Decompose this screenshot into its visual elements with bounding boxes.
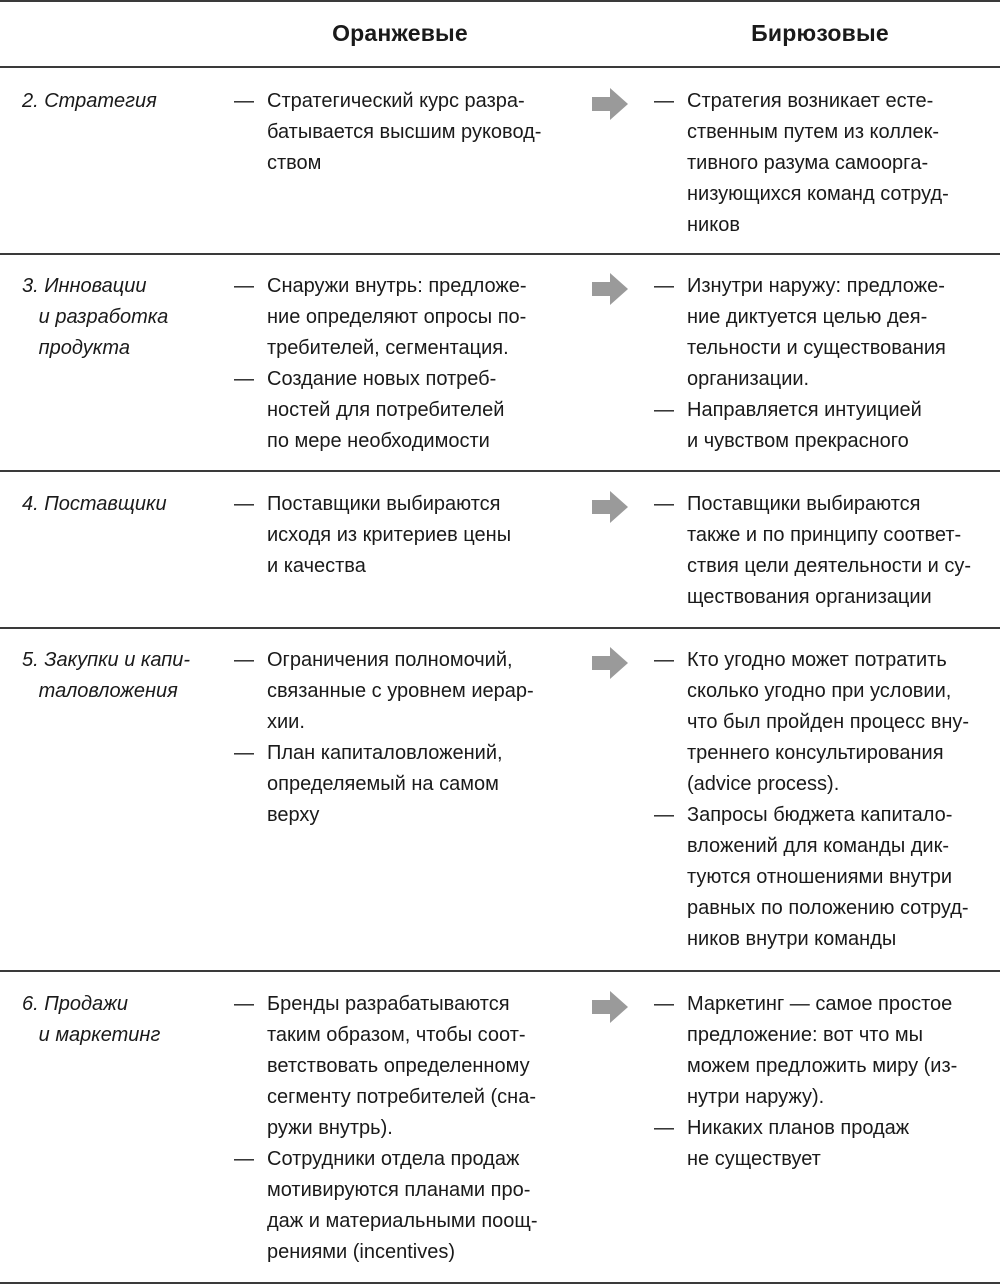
text-line: низующихся команд сотруд- bbox=[687, 183, 949, 205]
list-item bbox=[654, 1113, 994, 1175]
dash-bullet: — bbox=[654, 275, 674, 297]
row-title-line: и разработка bbox=[22, 306, 169, 328]
text-line: Поставщики выбираются bbox=[687, 493, 921, 515]
text-line: ние определяют опросы по- bbox=[267, 306, 527, 328]
text-line: равных по положению сотруд- bbox=[687, 897, 969, 919]
orange-cell bbox=[234, 86, 564, 179]
text-line: верху bbox=[267, 804, 320, 826]
row-rule bbox=[0, 470, 1000, 472]
dash-bullet: — bbox=[234, 742, 254, 764]
text-line: связанные с уровнем иерар- bbox=[267, 680, 534, 702]
text-line: Создание новых потреб- bbox=[267, 368, 497, 390]
text-line: ственным путем из коллек- bbox=[687, 121, 940, 143]
dash-bullet: — bbox=[234, 275, 254, 297]
text-line: Никаких планов продаж bbox=[687, 1117, 910, 1139]
text-line: сегменту потребителей (сна- bbox=[267, 1086, 537, 1108]
text-line: также и по принципу соответ- bbox=[687, 524, 962, 546]
text-line: ружи внутрь). bbox=[267, 1117, 393, 1139]
row-title-line: 6. Продажи bbox=[22, 993, 129, 1015]
text-line: Сотрудники отдела продаж bbox=[267, 1148, 520, 1170]
teal-cell bbox=[654, 645, 994, 955]
list-item bbox=[234, 271, 564, 364]
text-line: сколько угодно при условии, bbox=[687, 680, 952, 702]
column-header-teal: Бирюзовые bbox=[751, 20, 889, 46]
row-title-line: 2. Стратегия bbox=[22, 90, 157, 112]
row-rule bbox=[0, 253, 1000, 255]
column-header-orange: Оранжевые bbox=[332, 20, 468, 46]
text-line: Поставщики выбираются bbox=[267, 493, 501, 515]
row-title-line: и маркетинг bbox=[22, 1024, 161, 1046]
text-line: не существует bbox=[687, 1148, 821, 1170]
text-line: исходя из критериев цены bbox=[267, 524, 512, 546]
dash-bullet: — bbox=[234, 493, 254, 515]
row-title-line: таловложения bbox=[22, 680, 178, 702]
text-line: (advice process). bbox=[687, 773, 840, 795]
text-line: План капиталовложений, bbox=[267, 742, 503, 764]
row-title-line: 4. Поставщики bbox=[22, 493, 167, 515]
text-line: нутри наружу). bbox=[687, 1086, 825, 1108]
right-arrow-icon bbox=[590, 87, 630, 121]
text-line: по мере необходимости bbox=[267, 430, 490, 452]
dash-bullet: — bbox=[234, 649, 254, 671]
right-arrow-icon bbox=[590, 646, 630, 680]
text-line: вложений для команды дик- bbox=[687, 835, 950, 857]
text-line: батывается высшим руковод- bbox=[267, 121, 542, 143]
text-line: Ограничения полномочий, bbox=[267, 649, 513, 671]
teal-cell bbox=[654, 86, 994, 241]
dash-bullet: — bbox=[234, 1148, 254, 1170]
text-line: и чувством прекрасного bbox=[687, 430, 909, 452]
text-line: ностей для потребителей bbox=[267, 399, 505, 421]
orange-cell bbox=[234, 271, 564, 457]
row-title bbox=[22, 989, 212, 1051]
row-rule bbox=[0, 627, 1000, 629]
list-item bbox=[234, 1144, 564, 1268]
text-line: ством bbox=[267, 152, 322, 174]
teal-cell bbox=[654, 489, 994, 613]
row-title-line: продукта bbox=[22, 337, 130, 359]
text-line: Маркетинг — самое простое bbox=[687, 993, 953, 1015]
orange-cell bbox=[234, 645, 564, 831]
list-item bbox=[234, 989, 564, 1144]
row-title-line: 5. Закупки и капи- bbox=[22, 649, 191, 671]
list-item bbox=[234, 364, 564, 457]
dash-bullet: — bbox=[654, 90, 674, 112]
table-bottom-rule bbox=[0, 1282, 1000, 1284]
list-item bbox=[234, 489, 564, 582]
text-line: тельности и существования bbox=[687, 337, 946, 359]
list-item bbox=[654, 645, 994, 800]
dash-bullet: — bbox=[234, 90, 254, 112]
dash-bullet: — bbox=[234, 993, 254, 1015]
list-item bbox=[654, 271, 994, 395]
text-line: Стратегический курс разра- bbox=[267, 90, 525, 112]
text-line: Запросы бюджета капитало- bbox=[687, 804, 953, 826]
dash-bullet: — bbox=[654, 993, 674, 1015]
list-item bbox=[654, 800, 994, 955]
row-title bbox=[22, 489, 212, 520]
dash-bullet: — bbox=[654, 399, 674, 421]
row-rule bbox=[0, 970, 1000, 972]
list-item bbox=[654, 489, 994, 613]
text-line: таким образом, чтобы соот- bbox=[267, 1024, 526, 1046]
row-title bbox=[22, 271, 212, 364]
text-line: Кто угодно может потратить bbox=[687, 649, 947, 671]
dash-bullet: — bbox=[654, 804, 674, 826]
text-line: и качества bbox=[267, 555, 366, 577]
row-title bbox=[22, 86, 212, 117]
text-line: ветствовать определенному bbox=[267, 1055, 530, 1077]
dash-bullet: — bbox=[654, 493, 674, 515]
row-title-line: 3. Инновации bbox=[22, 275, 147, 297]
text-line: Стратегия возникает есте- bbox=[687, 90, 934, 112]
right-arrow-icon bbox=[590, 272, 630, 306]
table-top-rule bbox=[0, 0, 1000, 2]
text-line: тивного разума самооргa- bbox=[687, 152, 929, 174]
text-line: требителей, сегментация. bbox=[267, 337, 509, 359]
text-line: ществования организации bbox=[687, 586, 932, 608]
teal-cell bbox=[654, 989, 994, 1175]
text-line: ние диктуется целью дея- bbox=[687, 306, 928, 328]
text-line: ствия цели деятельности и су- bbox=[687, 555, 971, 577]
list-item bbox=[234, 86, 564, 179]
text-line: предложение: вот что мы bbox=[687, 1024, 924, 1046]
orange-cell bbox=[234, 989, 564, 1268]
text-line: организации. bbox=[687, 368, 810, 390]
list-item bbox=[234, 738, 564, 831]
header-rule bbox=[0, 66, 1000, 68]
text-line: Направляется интуицией bbox=[687, 399, 922, 421]
dash-bullet: — bbox=[234, 368, 254, 390]
right-arrow-icon bbox=[590, 490, 630, 524]
text-line: даж и материальными поощ- bbox=[267, 1210, 538, 1232]
text-line: хии. bbox=[267, 711, 305, 733]
text-line: мотивируются планами про- bbox=[267, 1179, 531, 1201]
dash-bullet: — bbox=[654, 1117, 674, 1139]
text-line: треннего консультирования bbox=[687, 742, 944, 764]
dash-bullet: — bbox=[654, 649, 674, 671]
text-line: Изнутри наружу: предложе- bbox=[687, 275, 945, 297]
list-item bbox=[654, 395, 994, 457]
text-line: определяемый на самом bbox=[267, 773, 499, 795]
text-line: можем предложить миру (из- bbox=[687, 1055, 958, 1077]
text-line: что был пройден процесс вну- bbox=[687, 711, 970, 733]
text-line: Снаружи внутрь: предложе- bbox=[267, 275, 527, 297]
list-item bbox=[234, 645, 564, 738]
list-item bbox=[654, 989, 994, 1113]
row-title bbox=[22, 645, 212, 707]
text-line: рениями (incentives) bbox=[267, 1241, 456, 1263]
text-line: Бренды разрабатываются bbox=[267, 993, 510, 1015]
text-line: ников внутри команды bbox=[687, 928, 897, 950]
text-line: туются отношениями внутри bbox=[687, 866, 953, 888]
right-arrow-icon bbox=[590, 990, 630, 1024]
list-item bbox=[654, 86, 994, 241]
teal-cell bbox=[654, 271, 994, 457]
text-line: ников bbox=[687, 214, 740, 236]
orange-cell bbox=[234, 489, 564, 582]
